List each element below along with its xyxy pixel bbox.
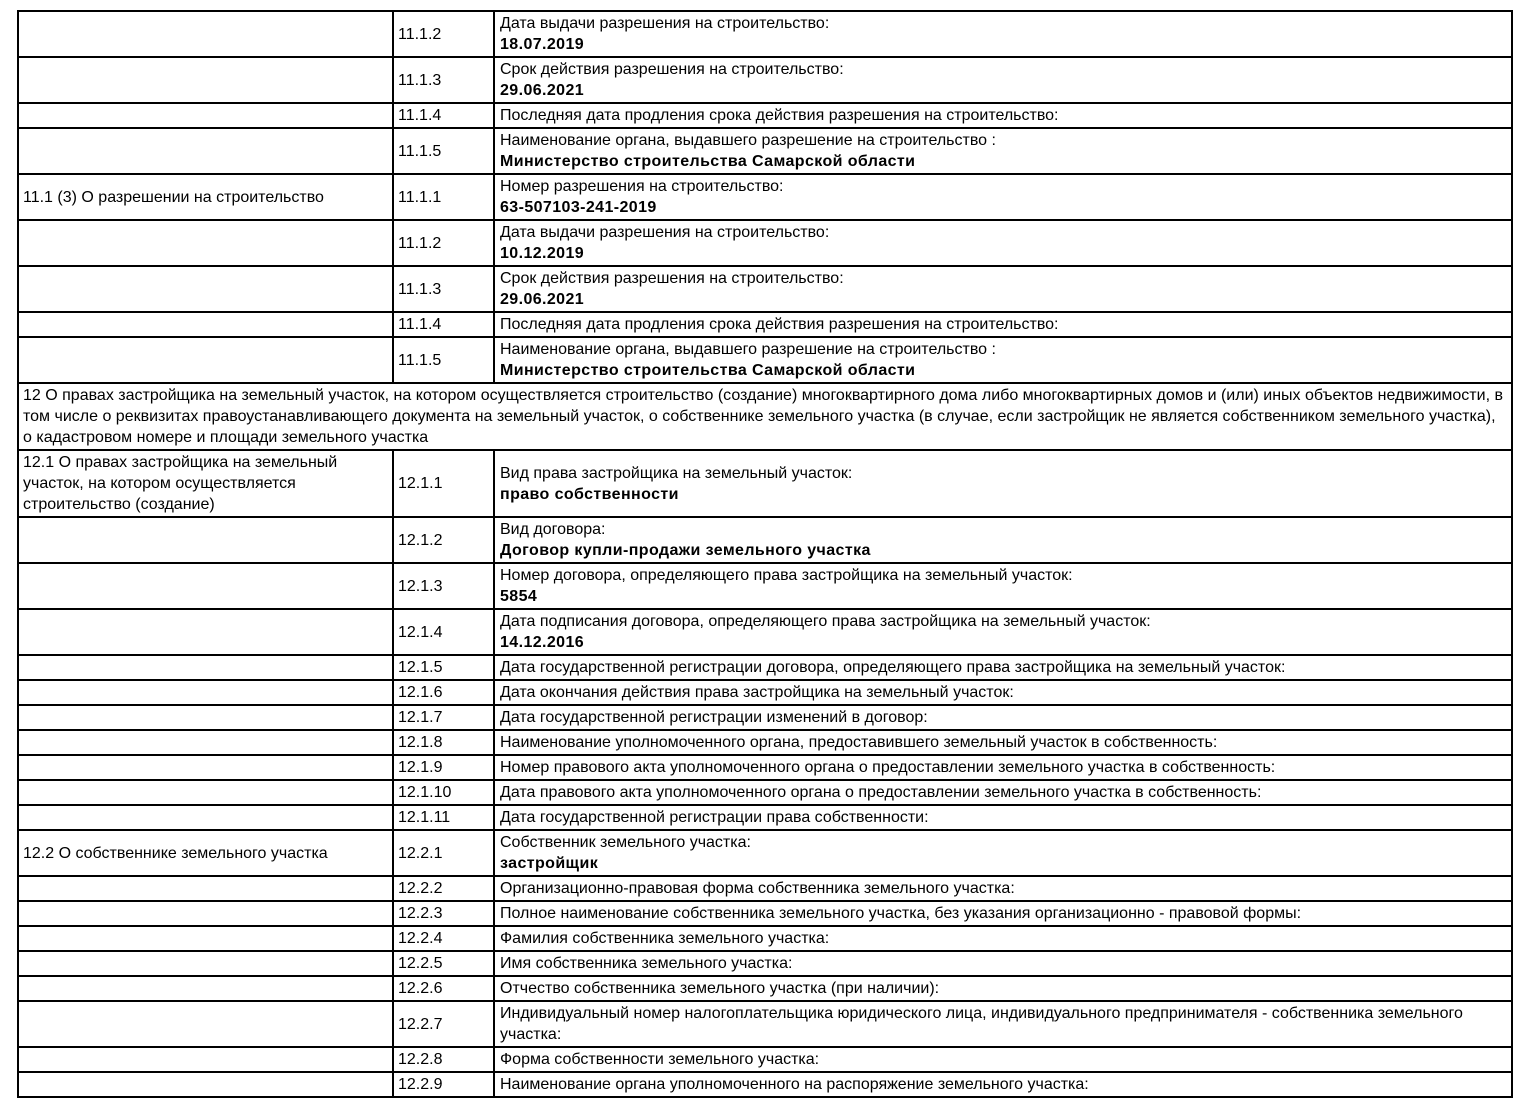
field-value: 63-507103-241-2019: [500, 199, 657, 216]
item-number-cell: 12.1.7: [393, 705, 494, 730]
field-label: Дата государственной регистрации права собственности:: [500, 809, 929, 826]
table-row: [18, 876, 1512, 901]
section-label-cell: 12.1 О правах застройщика на земельный участок, на котором осуществляется строительство (создание): [18, 450, 393, 517]
field-value: право собственности: [500, 485, 679, 503]
item-number-cell: 12.2.4: [393, 926, 494, 951]
table-row: [18, 609, 1512, 655]
table-row: [18, 450, 1512, 517]
field-label: Дата выдачи разрешения на строительство:: [500, 224, 830, 241]
content-cell: [494, 655, 1512, 680]
content-cell: [494, 450, 1512, 517]
field-value: 5854: [500, 588, 538, 605]
item-number-cell: 11.1.4: [393, 312, 494, 337]
table-row: [18, 805, 1512, 830]
item-number-cell: 11.1.3: [393, 57, 494, 103]
item-number-cell: 12.1.11: [393, 805, 494, 830]
field-label: Вид договора:: [500, 521, 606, 538]
section-12-header: 12 О правах застройщика на земельный участок, на котором осуществляется строительство (создание) многоквартирного дома либо многоквартирных домов и (или) иных объектов недвижимости, в том числе о реквизитах правоустанавливающего документа на земельный участок, о собственнике земельного участка (в случае, если застройщик не является собственником земельного участка), о кадастровом номере и площади земельного участка: [18, 383, 1512, 450]
table-row: [18, 563, 1512, 609]
field-label: Дата окончания действия права застройщика на земельный участок:: [500, 684, 1014, 701]
field-label: Дата выдачи разрешения на строительство:: [500, 15, 830, 32]
declaration-table-body: [18, 11, 1512, 1097]
table-row: [18, 57, 1512, 103]
content-cell: [494, 174, 1512, 220]
content-cell: [494, 876, 1512, 901]
field-label: Фамилия собственника земельного участка:: [500, 930, 830, 947]
table-row: [18, 730, 1512, 755]
section-label-cell: [18, 609, 393, 655]
field-label: Дата государственной регистрации договора, определяющего права застройщика на земельный участок:: [500, 659, 1286, 676]
item-number-cell: 11.1.4: [393, 103, 494, 128]
content-cell: [494, 830, 1512, 876]
table-row: [18, 830, 1512, 876]
section-label-cell: [18, 976, 393, 1001]
content-cell: [494, 926, 1512, 951]
content-cell: [494, 976, 1512, 1001]
table-row: [18, 780, 1512, 805]
content-cell: [494, 951, 1512, 976]
item-number-cell: 12.1.3: [393, 563, 494, 609]
table-row: [18, 976, 1512, 1001]
document-page: [17, 10, 1513, 1098]
section-label-cell: [18, 926, 393, 951]
content-cell: [494, 680, 1512, 705]
field-label: Номер правового акта уполномоченного органа о предоставлении земельного участка в собственность:: [500, 759, 1276, 776]
section-label-cell: 12.2 О собственнике земельного участка: [18, 830, 393, 876]
table-row: [18, 951, 1512, 976]
section-label-cell: [18, 337, 393, 383]
section-label-cell: [18, 1047, 393, 1072]
content-cell: [494, 337, 1512, 383]
content-cell: [494, 128, 1512, 174]
item-number-cell: 12.2.2: [393, 876, 494, 901]
table-row: [18, 128, 1512, 174]
field-label: Имя собственника земельного участка:: [500, 955, 793, 972]
field-label: Наименование органа, выдавшего разрешение на строительство :: [500, 132, 996, 149]
table-row: [18, 220, 1512, 266]
field-value: 14.12.2016: [500, 634, 585, 651]
section-label-cell: [18, 266, 393, 312]
table-row: [18, 1001, 1512, 1047]
section-label-cell: [18, 705, 393, 730]
section-label-cell: [18, 755, 393, 780]
field-value: Министерство строительства Самарской области: [500, 362, 916, 379]
content-cell: [494, 220, 1512, 266]
field-label: Номер договора, определяющего права застройщика на земельный участок:: [500, 567, 1073, 584]
field-label: Дата государственной регистрации изменений в договор:: [500, 709, 928, 726]
table-row: [18, 312, 1512, 337]
field-label: Полное наименование собственника земельного участка, без указания организационно - правовой формы:: [500, 905, 1302, 922]
content-cell: [494, 780, 1512, 805]
field-label: Срок действия разрешения на строительство:: [500, 270, 844, 287]
table-row: [18, 103, 1512, 128]
content-cell: [494, 517, 1512, 563]
section-12-header-row: [18, 383, 1512, 450]
section-label-cell: [18, 730, 393, 755]
declaration-table: [17, 10, 1513, 1098]
field-label: Индивидуальный номер налогоплательщика юридического лица, индивидуального предпринимателя - собственника земельного участка:: [500, 1005, 1463, 1043]
table-row: [18, 517, 1512, 563]
item-number-cell: 12.1.10: [393, 780, 494, 805]
field-label: Номер разрешения на строительство:: [500, 178, 784, 195]
field-label: Форма собственности земельного участка:: [500, 1051, 820, 1068]
table-row: [18, 755, 1512, 780]
section-label-cell: [18, 11, 393, 57]
content-cell: [494, 805, 1512, 830]
content-cell: [494, 312, 1512, 337]
field-label: Наименование органа, выдавшего разрешение на строительство :: [500, 341, 996, 358]
section-label-cell: [18, 655, 393, 680]
field-label: Последняя дата продления срока действия разрешения на строительство:: [500, 316, 1059, 333]
field-label: Организационно-правовая форма собственника земельного участка:: [500, 880, 1015, 897]
field-label: Вид права застройщика на земельный участок:: [500, 464, 853, 482]
section-label-cell: [18, 103, 393, 128]
field-value: 10.12.2019: [500, 245, 585, 262]
table-row: [18, 1047, 1512, 1072]
content-cell: [494, 266, 1512, 312]
section-label-cell: [18, 805, 393, 830]
section-label-cell: [18, 780, 393, 805]
item-number-cell: 11.1.5: [393, 337, 494, 383]
field-label: Наименование органа уполномоченного на распоряжение земельного участка:: [500, 1076, 1089, 1093]
item-number-cell: 11.1.5: [393, 128, 494, 174]
field-label: Дата правового акта уполномоченного органа о предоставлении земельного участка в собственность:: [500, 784, 1262, 801]
item-number-cell: 12.1.9: [393, 755, 494, 780]
content-cell: [494, 755, 1512, 780]
content-cell: [494, 1072, 1512, 1097]
section-label-cell: [18, 517, 393, 563]
section-label-cell: [18, 1072, 393, 1097]
item-number-cell: 12.1.5: [393, 655, 494, 680]
item-number-cell: 11.1.3: [393, 266, 494, 312]
section-label-cell: [18, 128, 393, 174]
field-label: Собственник земельного участка:: [500, 834, 751, 851]
field-label: Наименование уполномоченного органа, предоставившего земельный участок в собственность:: [500, 734, 1218, 751]
section-label-cell: 11.1 (3) О разрешении на строительство: [18, 174, 393, 220]
table-row: [18, 11, 1512, 57]
item-number-cell: 12.1.6: [393, 680, 494, 705]
field-label: Дата подписания договора, определяющего права застройщика на земельный участок:: [500, 613, 1151, 630]
field-value: Министерство строительства Самарской области: [500, 153, 916, 170]
content-cell: [494, 730, 1512, 755]
table-row: [18, 680, 1512, 705]
content-cell: [494, 901, 1512, 926]
table-row: [18, 1072, 1512, 1097]
field-label: Отчество собственника земельного участка (при наличии):: [500, 980, 940, 997]
item-number-cell: 12.2.5: [393, 951, 494, 976]
field-value: застройщик: [500, 855, 599, 872]
content-cell: [494, 705, 1512, 730]
table-row: [18, 655, 1512, 680]
item-number-cell: 12.2.1: [393, 830, 494, 876]
item-number-cell: 12.2.9: [393, 1072, 494, 1097]
field-label: Последняя дата продления срока действия разрешения на строительство:: [500, 107, 1059, 124]
content-cell: [494, 11, 1512, 57]
item-number-cell: 12.2.6: [393, 976, 494, 1001]
table-row: [18, 266, 1512, 312]
field-value: 18.07.2019: [500, 36, 585, 53]
field-label: Срок действия разрешения на строительство:: [500, 61, 844, 78]
item-number-cell: 11.1.2: [393, 220, 494, 266]
table-row: [18, 901, 1512, 926]
content-cell: [494, 103, 1512, 128]
section-label-cell: [18, 57, 393, 103]
section-label-cell: [18, 563, 393, 609]
item-number-cell: 12.2.8: [393, 1047, 494, 1072]
item-number-cell: 12.1.8: [393, 730, 494, 755]
content-cell: [494, 57, 1512, 103]
table-row: [18, 174, 1512, 220]
item-number-cell: 12.1.4: [393, 609, 494, 655]
table-row: [18, 337, 1512, 383]
section-label-cell: [18, 901, 393, 926]
section-label-cell: [18, 1001, 393, 1047]
field-value: 29.06.2021: [500, 82, 585, 99]
item-number-cell: 12.1.1: [393, 450, 494, 517]
field-value: 29.06.2021: [500, 291, 585, 308]
table-row: [18, 926, 1512, 951]
content-cell: [494, 1001, 1512, 1047]
section-label-cell: [18, 876, 393, 901]
section-label-cell: [18, 220, 393, 266]
item-number-cell: 12.2.7: [393, 1001, 494, 1047]
content-cell: [494, 563, 1512, 609]
item-number-cell: 11.1.2: [393, 11, 494, 57]
item-number-cell: 12.2.3: [393, 901, 494, 926]
content-cell: [494, 609, 1512, 655]
item-number-cell: 11.1.1: [393, 174, 494, 220]
section-label-cell: [18, 680, 393, 705]
table-row: [18, 705, 1512, 730]
section-label-cell: [18, 312, 393, 337]
section-label-cell: [18, 951, 393, 976]
item-number-cell: 12.1.2: [393, 517, 494, 563]
field-value: Договор купли-продажи земельного участка: [500, 542, 871, 559]
content-cell: [494, 1047, 1512, 1072]
